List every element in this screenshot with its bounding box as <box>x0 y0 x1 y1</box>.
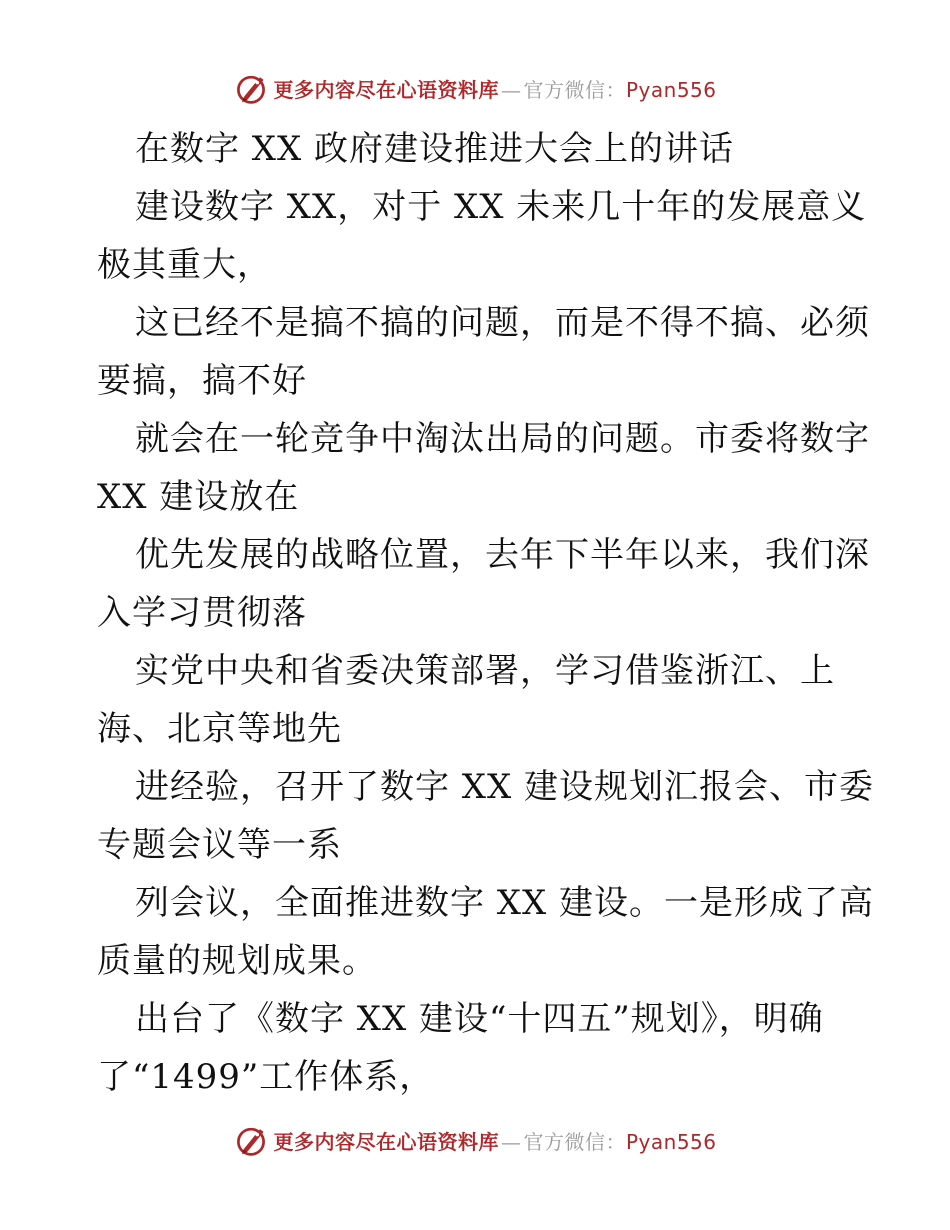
watermark-text <box>273 1126 716 1155</box>
document-title: 在数字 XX 政府建设推进大会上的讲话 <box>135 129 735 169</box>
paragraph-line: 极其重大， <box>97 245 272 285</box>
watermark-brand: 更多内容尽在心语资料库 <box>273 77 499 102</box>
document-body <box>97 120 875 1106</box>
paragraph-line: 建设数字 XX，对于 XX 未来几十年的发展意义 <box>135 187 867 227</box>
paragraph-line: 了“1499”工作体系， <box>97 1057 435 1097</box>
paragraph-line: 海、北京等地先 <box>97 709 342 749</box>
paragraph-line: 专题会议等一系 <box>97 825 342 865</box>
paragraph-line: 实党中央和省委决策部署，学习借鉴浙江、上 <box>135 651 835 691</box>
pen-logo-icon <box>233 1122 269 1158</box>
watermark-id: Pyan556 <box>625 77 717 102</box>
footer-watermark <box>0 1120 950 1160</box>
paragraph-line: 质量的规划成果。 <box>97 941 377 981</box>
watermark-label: 官方微信： <box>523 77 626 102</box>
watermark-label: 官方微信： <box>523 1129 626 1154</box>
watermark-id: Pyan556 <box>625 1129 717 1154</box>
paragraph-line: 列会议，全面推进数字 XX 建设。一是形成了高 <box>135 883 875 923</box>
pen-logo-icon <box>233 70 269 106</box>
watermark-brand: 更多内容尽在心语资料库 <box>273 1129 499 1154</box>
paragraph-line: 要搞，搞不好 <box>97 361 307 401</box>
header-watermark <box>0 68 950 108</box>
watermark-dash: — <box>500 77 522 102</box>
paragraph-line: 进经验，召开了数字 XX 建设规划汇报会、市委 <box>135 767 875 807</box>
paragraph-line: 优先发展的战略位置，去年下半年以来，我们深 <box>135 535 870 575</box>
paragraph-line: 这已经不是搞不搞的问题，而是不得不搞、必须 <box>135 303 870 343</box>
paragraph-line: 就会在一轮竞争中淘汰出局的问题。市委将数字 <box>135 419 870 459</box>
watermark-dash: — <box>500 1129 522 1154</box>
watermark-text <box>273 74 716 103</box>
paragraph-line: 入学习贯彻落 <box>97 593 307 633</box>
paragraph-line: XX 建设放在 <box>97 477 300 517</box>
paragraph-line: 出台了《数字 XX 建设“十四五”规划》，明确 <box>135 999 824 1039</box>
